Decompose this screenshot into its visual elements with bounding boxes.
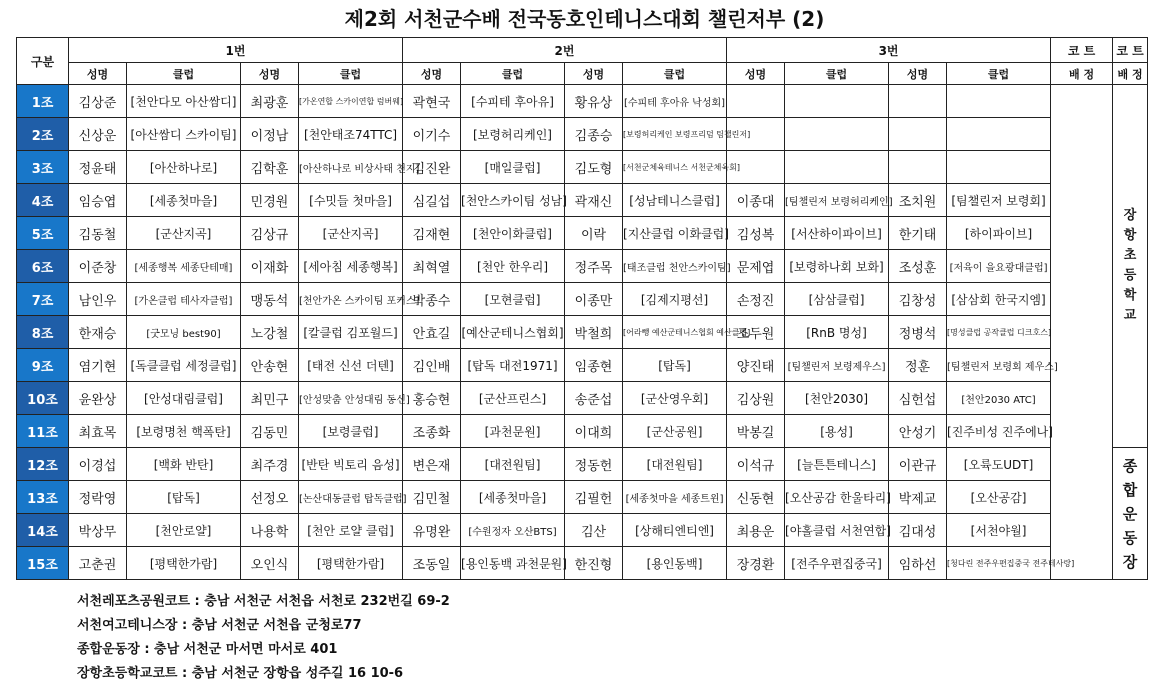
address-line: 장항초등학교코트 : 충남 서천군 장항읍 성주길 16 10-6 bbox=[77, 666, 404, 681]
table-row bbox=[17, 316, 1148, 349]
player-club bbox=[947, 85, 1051, 118]
player-club: [팀챌린저 보령제우스] bbox=[785, 349, 889, 382]
player-name: 심길섭 bbox=[403, 184, 461, 217]
player-name: 최주경 bbox=[241, 448, 299, 481]
player-club: [세아침 세종행복] bbox=[299, 250, 403, 283]
player-club: [서산하이파이브] bbox=[785, 217, 889, 250]
player-name: 김상준 bbox=[69, 85, 127, 118]
player-name: 최민구 bbox=[241, 382, 299, 415]
player-name: 안송현 bbox=[241, 349, 299, 382]
player-club: [독클클럽 세정클럽] bbox=[127, 349, 241, 382]
table-row bbox=[17, 349, 1148, 382]
player-club: [야홀클럽 서천연합] bbox=[785, 514, 889, 547]
group-cell: 12조 bbox=[17, 448, 69, 481]
court-sub-b: 배 정 bbox=[1113, 63, 1148, 85]
player-name: 한진형 bbox=[565, 547, 623, 580]
address-list bbox=[77, 590, 450, 686]
name-header: 성명 bbox=[69, 63, 127, 85]
player-name: 조치원 bbox=[889, 184, 947, 217]
header-row-sub bbox=[17, 63, 1148, 85]
player-name: 황유상 bbox=[565, 85, 623, 118]
table-row bbox=[17, 448, 1148, 481]
group-cell: 5조 bbox=[17, 217, 69, 250]
player-name: 조성훈 bbox=[889, 250, 947, 283]
player-name: 이준창 bbox=[69, 250, 127, 283]
player-club: [오륙도UDT] bbox=[947, 448, 1051, 481]
player-club: [세종첫마을 세종트윈] bbox=[623, 481, 727, 514]
player-name: 최광훈 bbox=[241, 85, 299, 118]
player-club: [천안태조74TTC] bbox=[299, 118, 403, 151]
player-name: 한재승 bbox=[69, 316, 127, 349]
group-cell: 11조 bbox=[17, 415, 69, 448]
player-name: 김인배 bbox=[403, 349, 461, 382]
player-name: 이대희 bbox=[565, 415, 623, 448]
player-club: [군산지곡] bbox=[127, 217, 241, 250]
player-club: [평택한가람] bbox=[299, 547, 403, 580]
court-sub-a: 배 정 bbox=[1051, 63, 1113, 85]
player-club: [성남테니스클럽] bbox=[623, 184, 727, 217]
player-club: [가온클럽 테사자클럽] bbox=[127, 283, 241, 316]
player-name: 선정오 bbox=[241, 481, 299, 514]
group-cell: 1조 bbox=[17, 85, 69, 118]
player-name: 이종만 bbox=[565, 283, 623, 316]
player-name: 최용운 bbox=[727, 514, 785, 547]
club-header: 클럽 bbox=[785, 63, 889, 85]
player-club bbox=[947, 118, 1051, 151]
name-header: 성명 bbox=[565, 63, 623, 85]
player-club: [팀챌린저 보령회] bbox=[947, 184, 1051, 217]
court-school-label: 장항초등학교 bbox=[1123, 208, 1137, 323]
name-header: 성명 bbox=[889, 63, 947, 85]
slot-header-3: 3번 bbox=[727, 38, 1051, 63]
player-club: [보령클럽] bbox=[299, 415, 403, 448]
club-header: 클럽 bbox=[947, 63, 1051, 85]
player-club: [태조클럽 천안스카이팀] bbox=[623, 250, 727, 283]
table-row bbox=[17, 514, 1148, 547]
court-stadium-cell bbox=[1113, 448, 1148, 580]
player-club: [논산대동클럽 탑독클럽] bbox=[299, 481, 403, 514]
player-club: [과천문원] bbox=[461, 415, 565, 448]
player-club: [보령명천 핵폭탄] bbox=[127, 415, 241, 448]
player-name: 홍승현 bbox=[403, 382, 461, 415]
player-name: 민경원 bbox=[241, 184, 299, 217]
player-name: 손정진 bbox=[727, 283, 785, 316]
player-club: [안성맞춤 안성대림 동신] bbox=[299, 382, 403, 415]
player-name: 임승엽 bbox=[69, 184, 127, 217]
player-name: 정락영 bbox=[69, 481, 127, 514]
player-club: [오산공감] bbox=[947, 481, 1051, 514]
player-club: [칼클럽 김포월드] bbox=[299, 316, 403, 349]
table-row bbox=[17, 481, 1148, 514]
player-club: [보령하나회 보화] bbox=[785, 250, 889, 283]
player-name: 한기태 bbox=[889, 217, 947, 250]
court-header-b: 코 트 bbox=[1113, 38, 1148, 63]
player-name: 정주목 bbox=[565, 250, 623, 283]
player-name: 김재현 bbox=[403, 217, 461, 250]
player-club: [굿모닝 best90] bbox=[127, 316, 241, 349]
bracket-table bbox=[16, 37, 1148, 580]
player-name: 이정남 bbox=[241, 118, 299, 151]
player-club bbox=[785, 118, 889, 151]
player-name: 김상원 bbox=[727, 382, 785, 415]
player-name: 최혁열 bbox=[403, 250, 461, 283]
player-name: 이종대 bbox=[727, 184, 785, 217]
header-row-top bbox=[17, 38, 1148, 63]
player-club: [전주우편집중국] bbox=[785, 547, 889, 580]
player-name: 임종현 bbox=[565, 349, 623, 382]
group-cell: 4조 bbox=[17, 184, 69, 217]
table-row bbox=[17, 250, 1148, 283]
player-name: 문제엽 bbox=[727, 250, 785, 283]
player-name: 조두원 bbox=[727, 316, 785, 349]
player-club: [군산지곡] bbox=[299, 217, 403, 250]
table-row bbox=[17, 118, 1148, 151]
player-club: [태전 신선 더텐] bbox=[299, 349, 403, 382]
club-header: 클럽 bbox=[461, 63, 565, 85]
player-club: [군산영우회] bbox=[623, 382, 727, 415]
player-club: [지산클럽 이화클럽] bbox=[623, 217, 727, 250]
page-title: 제2회 서천군수배 전국동호인테니스대회 챌린저부 (2) bbox=[344, 7, 825, 31]
player-club: [천안로얄] bbox=[127, 514, 241, 547]
player-club: [보령허리케인] bbox=[461, 118, 565, 151]
player-club: [탑독] bbox=[623, 349, 727, 382]
club-header: 클럽 bbox=[299, 63, 403, 85]
player-name: 김창성 bbox=[889, 283, 947, 316]
group-cell: 13조 bbox=[17, 481, 69, 514]
player-club: [김제지평선] bbox=[623, 283, 727, 316]
player-name: 김성복 bbox=[727, 217, 785, 250]
player-name: 조종화 bbox=[403, 415, 461, 448]
player-club: [수피테 후아유] bbox=[461, 85, 565, 118]
player-name: 김민철 bbox=[403, 481, 461, 514]
player-club: [수피테 후아유 낙성회] bbox=[623, 85, 727, 118]
group-cell: 6조 bbox=[17, 250, 69, 283]
player-club: [용인동백 과천문원] bbox=[461, 547, 565, 580]
player-name: 김도형 bbox=[565, 151, 623, 184]
player-club: [용성] bbox=[785, 415, 889, 448]
player-name: 김산 bbox=[565, 514, 623, 547]
player-name: 곽재신 bbox=[565, 184, 623, 217]
player-club: [RnB 명성] bbox=[785, 316, 889, 349]
player-name: 박철희 bbox=[565, 316, 623, 349]
player-club bbox=[947, 151, 1051, 184]
player-club bbox=[785, 85, 889, 118]
player-club: [군산프린스] bbox=[461, 382, 565, 415]
player-name: 염기현 bbox=[69, 349, 127, 382]
player-name: 남인우 bbox=[69, 283, 127, 316]
player-name: 박제교 bbox=[889, 481, 947, 514]
player-club: [모현클럽] bbox=[461, 283, 565, 316]
player-club: [대전원팀] bbox=[461, 448, 565, 481]
player-name: 박종수 bbox=[403, 283, 461, 316]
player-name: 이관규 bbox=[889, 448, 947, 481]
player-name: 김진완 bbox=[403, 151, 461, 184]
court-a-cell bbox=[1051, 85, 1113, 580]
player-name: 정윤태 bbox=[69, 151, 127, 184]
player-name: 박봉길 bbox=[727, 415, 785, 448]
player-name: 김대성 bbox=[889, 514, 947, 547]
court-school-cell bbox=[1113, 85, 1148, 448]
player-name: 고춘권 bbox=[69, 547, 127, 580]
player-club: [천안다모 아산쌈디] bbox=[127, 85, 241, 118]
player-name bbox=[889, 85, 947, 118]
player-club: [삼삼회 한국지엠] bbox=[947, 283, 1051, 316]
group-header: 구분 bbox=[17, 38, 69, 85]
address-line: 종합운동장 : 충남 서천군 마서면 마서로 401 bbox=[77, 642, 338, 657]
player-club: [청다린 전주우편집중국 전주테사랑] bbox=[947, 547, 1051, 580]
player-name: 정동헌 bbox=[565, 448, 623, 481]
table-row bbox=[17, 184, 1148, 217]
player-name: 나용학 bbox=[241, 514, 299, 547]
player-name: 임하선 bbox=[889, 547, 947, 580]
player-name: 조동일 bbox=[403, 547, 461, 580]
player-name: 이기수 bbox=[403, 118, 461, 151]
player-name: 박상무 bbox=[69, 514, 127, 547]
court-stadium-label: 종합운동장 bbox=[1122, 456, 1138, 571]
group-cell: 15조 bbox=[17, 547, 69, 580]
player-name: 양진태 bbox=[727, 349, 785, 382]
group-cell: 9조 bbox=[17, 349, 69, 382]
player-club: [평택한가람] bbox=[127, 547, 241, 580]
player-club: [가온연합 스카이연합 럼버웨] bbox=[299, 85, 403, 118]
court-header-a: 코 트 bbox=[1051, 38, 1113, 63]
player-name: 이재화 bbox=[241, 250, 299, 283]
player-club: [군산공원] bbox=[623, 415, 727, 448]
table-row bbox=[17, 217, 1148, 250]
player-club: [늘튼튼테니스] bbox=[785, 448, 889, 481]
player-name: 정훈 bbox=[889, 349, 947, 382]
player-name: 안효길 bbox=[403, 316, 461, 349]
player-name: 김학훈 bbox=[241, 151, 299, 184]
address-line: 서천레포츠공원코트 : 충남 서천군 서천읍 서천로 232번길 69-2 bbox=[77, 594, 450, 609]
player-name bbox=[889, 151, 947, 184]
player-club: [수밋들 첫마을] bbox=[299, 184, 403, 217]
group-cell: 3조 bbox=[17, 151, 69, 184]
table-row bbox=[17, 415, 1148, 448]
name-header: 성명 bbox=[403, 63, 461, 85]
player-club: [천안이화클럽] bbox=[461, 217, 565, 250]
player-club: [하이파이브] bbox=[947, 217, 1051, 250]
player-club: [아산하나로] bbox=[127, 151, 241, 184]
player-club: [저육이 을요광대클럽] bbox=[947, 250, 1051, 283]
group-cell: 2조 bbox=[17, 118, 69, 151]
player-name: 곽현국 bbox=[403, 85, 461, 118]
player-club: [진주비성 진주에나] bbox=[947, 415, 1051, 448]
player-name: 송준섭 bbox=[565, 382, 623, 415]
player-club: [명성클럽 공작클럽 디크호스] bbox=[947, 316, 1051, 349]
player-name: 최효목 bbox=[69, 415, 127, 448]
name-header: 성명 bbox=[241, 63, 299, 85]
player-club: [탑독] bbox=[127, 481, 241, 514]
player-club: [세종첫마을] bbox=[461, 481, 565, 514]
player-club: [어라뺑 예산군테니스협회 예산클럽] bbox=[623, 316, 727, 349]
player-name: 맹동석 bbox=[241, 283, 299, 316]
name-header: 성명 bbox=[727, 63, 785, 85]
player-club: [천안 로얄 클럽] bbox=[299, 514, 403, 547]
player-club bbox=[785, 151, 889, 184]
player-name: 김동철 bbox=[69, 217, 127, 250]
player-club: [대전원팀] bbox=[623, 448, 727, 481]
slot-header-2: 2번 bbox=[403, 38, 727, 63]
player-name: 변은재 bbox=[403, 448, 461, 481]
player-name: 장경환 bbox=[727, 547, 785, 580]
player-name: 유명완 bbox=[403, 514, 461, 547]
player-club: [서천군체육테니스 서천군체육회] bbox=[623, 151, 727, 184]
player-club: [오산공감 한울타리] bbox=[785, 481, 889, 514]
player-name: 오인식 bbox=[241, 547, 299, 580]
player-club: [예산군테니스협회] bbox=[461, 316, 565, 349]
club-header: 클럽 bbox=[127, 63, 241, 85]
club-header: 클럽 bbox=[623, 63, 727, 85]
table-row bbox=[17, 85, 1148, 118]
player-name: 김필헌 bbox=[565, 481, 623, 514]
player-club: [매일클럽] bbox=[461, 151, 565, 184]
player-club: [천안가온 스카이팀 포커스] bbox=[299, 283, 403, 316]
table-row bbox=[17, 382, 1148, 415]
player-club: [세종행복 세종단테매] bbox=[127, 250, 241, 283]
player-name: 이석규 bbox=[727, 448, 785, 481]
player-club: [백화 반탄] bbox=[127, 448, 241, 481]
player-club: [상해티엔티엔] bbox=[623, 514, 727, 547]
table-row bbox=[17, 151, 1148, 184]
player-club: [팀챌린저 보령허리케인] bbox=[785, 184, 889, 217]
player-club: [팀챌린저 보령회 제우스] bbox=[947, 349, 1051, 382]
table-row bbox=[17, 283, 1148, 316]
player-name: 윤완상 bbox=[69, 382, 127, 415]
slot-header-1: 1번 bbox=[69, 38, 403, 63]
player-club: [삼삼클럽] bbox=[785, 283, 889, 316]
player-name: 신상운 bbox=[69, 118, 127, 151]
player-name: 김종승 bbox=[565, 118, 623, 151]
player-name bbox=[727, 85, 785, 118]
player-name: 정병석 bbox=[889, 316, 947, 349]
player-name: 안성기 bbox=[889, 415, 947, 448]
group-cell: 10조 bbox=[17, 382, 69, 415]
player-club: [천안2030] bbox=[785, 382, 889, 415]
table-row bbox=[17, 547, 1148, 580]
player-club: [보령허리케인 보령프리덤 팀챌린저] bbox=[623, 118, 727, 151]
player-name: 신동현 bbox=[727, 481, 785, 514]
player-club: [용인동백] bbox=[623, 547, 727, 580]
player-club: [천안 한우리] bbox=[461, 250, 565, 283]
player-club: [아산쌈디 스카이팀] bbox=[127, 118, 241, 151]
player-club: [수원정자 오산BTS] bbox=[461, 514, 565, 547]
player-name: 김상규 bbox=[241, 217, 299, 250]
group-cell: 7조 bbox=[17, 283, 69, 316]
address-line: 서천여고테니스장 : 충남 서천군 서천읍 군청로77 bbox=[77, 618, 362, 633]
player-name: 이락 bbox=[565, 217, 623, 250]
player-club: [안성대림클럽] bbox=[127, 382, 241, 415]
player-club: [서천야월] bbox=[947, 514, 1051, 547]
player-name: 노강철 bbox=[241, 316, 299, 349]
player-club: [탑독 대전1971] bbox=[461, 349, 565, 382]
group-cell: 14조 bbox=[17, 514, 69, 547]
player-name bbox=[889, 118, 947, 151]
player-name: 이경섭 bbox=[69, 448, 127, 481]
group-cell: 8조 bbox=[17, 316, 69, 349]
player-club: [아산하나로 비상사태 천지] bbox=[299, 151, 403, 184]
bracket-body bbox=[17, 85, 1148, 580]
player-club: [세종첫마을] bbox=[127, 184, 241, 217]
player-club: [반탄 빅토리 음성] bbox=[299, 448, 403, 481]
player-club: [천안스카이팀 성남] bbox=[461, 184, 565, 217]
player-name: 김동민 bbox=[241, 415, 299, 448]
player-club: [천안2030 ATC] bbox=[947, 382, 1051, 415]
player-name: 심헌섭 bbox=[889, 382, 947, 415]
